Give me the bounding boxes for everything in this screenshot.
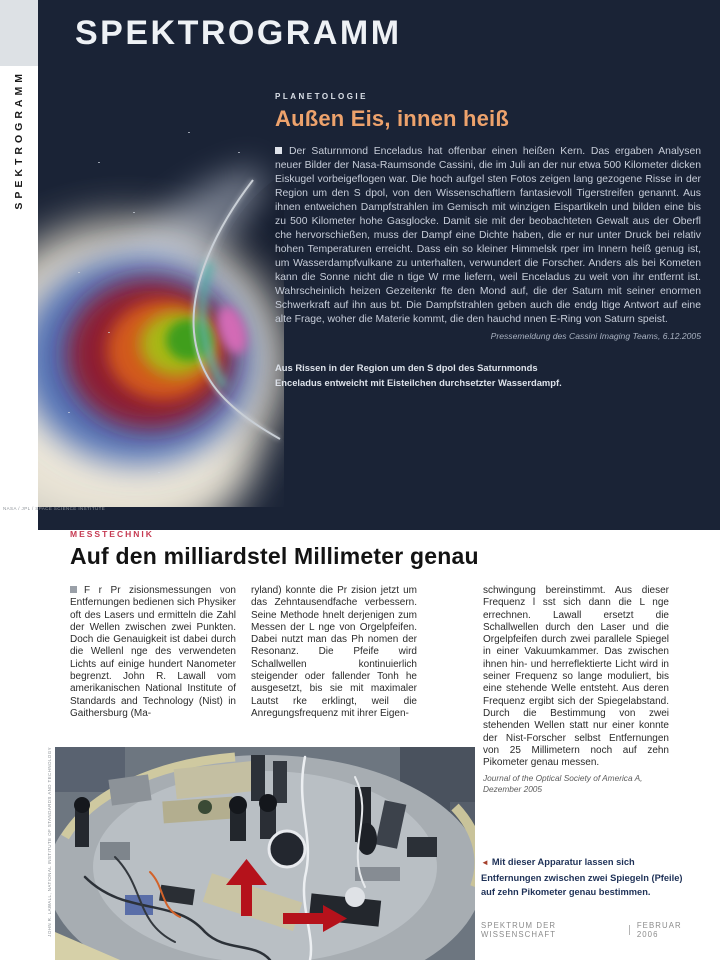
section-masthead: SPEKTROGRAMM xyxy=(75,14,402,52)
article2-col1-text: F r Pr zisionsmessungen von Entfernungen bedienen sich Physiker oft des Lasers und ermitteln die Zahl der Wellen zwischen zwei Punkten. Doch die Genauigkeit ist dabei durch die Wellenl nge des verwendeten Lichts auf einige hundert Nanometer begrenzt. John R. Lawall vom amerikanischen National Institute of Standards and Technology (Nist) in Gaithersburg (Ma- xyxy=(70,585,236,719)
footer-divider xyxy=(629,925,630,935)
article1-kicker: PLANETOLOGIE xyxy=(275,92,368,101)
article2-col2-text: ryland) konnte die Pr zision jetzt um das Zehntausendfache verbessern. Seine Methode hnelt derjenigen zum Messen der L nge von Orgelpfeifen. Dabei nutzt man das Ph nomen der Resonanz. Die Pfeife wird Schallwellen kontinuierlich steigender oder fallender Tonh he ausgesetzt, bis sie mit maximaler Lautst rke erklingt, weil die Anregungsfrequenz mit ihrer Eigen- xyxy=(251,585,417,719)
article2-column-2 xyxy=(251,585,417,720)
footer-magazine-name: SPEKTRUM DER WISSENSCHAFT xyxy=(481,921,557,939)
lab-apparatus-illustration xyxy=(55,747,475,960)
bullet-square-icon xyxy=(275,147,282,154)
article1-body-text: Der Saturnmond Enceladus hat offenbar einen heißen Kern. Das ergaben Analysen neuer Bilder der Nasa-Raumsonde Cassini, die im Juli an der nur etwa 500 Kilometer dicken Eiskugel vorbeigeflogen war. Die hoch aufgel sten Fotos zeigen lang gezogene Risse in der Region um den S dpol, von den Wissenschaftlern fantasievoll Tigerstreifen genannt. Aus ihnen entweichen Dampfstrahlen im Gemisch mit winzigen Eispartikeln und bilden eine bis zu 500 Kilometer hohe Gasglocke. Damit sie mit der beobachteten Gewalt aus der Oberfl che hervorschießen, muss der Dampf eine Dichte haben, die er nur unter Druck bei relativ hohen Temperaturen erreicht. Dass ein so kleiner Himmelsk rper im Innern heiß genug ist, um Wasserdampfvulkane zu unterhalten, verwundert die Forscher. Anders als bei Kometen kann die Sonne nicht die n tige W rme liefern, weil Enceladus zu weit von ihr entfernt ist. Wahrscheinlich heizen Gezeitenkr fte den Mond auf, die der Saturn mit seiner enormen Schwerkraft auf ihn aus bt. Die Dampfstrahlen geben auch die endg ltige Antwort auf eine alte Frage, woher die Materie kommt, die den hauchd nnen E-Ring von Saturn speist. xyxy=(275,146,701,325)
lab-apparatus-photo xyxy=(55,747,475,960)
article1-image-credit: NASA / JPL / SPACE SCIENCE INSTITUTE xyxy=(3,506,106,511)
bullet-square-icon xyxy=(70,586,77,593)
article2-photo-caption xyxy=(481,855,689,900)
article2-photo-credit: JOHN R. LAWALL, NATIONAL INSTITUTE OF STANDARDS AND TECHNOLOGY xyxy=(46,747,52,937)
article2-kicker: MESSTECHNIK xyxy=(70,529,154,539)
article2-caption-text: Mit dieser Apparatur lassen sich Entfernungen zwischen zwei Spiegeln (Pfeile) auf zehn Pikometer genau bestimmen. xyxy=(481,857,683,897)
article1-headline: Außen Eis, innen heiß xyxy=(275,106,509,131)
article2-source: Journal of the Optical Society of America A, Dezember 2005 xyxy=(483,773,643,794)
side-rail-label: SPEKTROGRAMM xyxy=(13,70,25,210)
photo-credit-rail xyxy=(44,747,54,960)
article1-body xyxy=(275,145,701,327)
enceladus-crescent-illustration xyxy=(38,92,284,507)
article1-image-caption: Aus Rissen in der Region um den S dpol des Saturnmonds Enceladus entweicht mit Eisteilchen durchsetzter Wasserdampf. xyxy=(275,362,562,388)
article-planetologie xyxy=(275,92,701,341)
enceladus-plume-image xyxy=(38,92,284,507)
page-edge-tab xyxy=(0,0,38,66)
caption-left-arrow-icon: ◄ xyxy=(481,858,489,867)
article2-column-3 xyxy=(483,585,669,794)
side-rail xyxy=(0,70,38,245)
article2-headline: Auf den milliardstel Millimeter genau xyxy=(70,543,479,569)
feature-section xyxy=(38,0,720,530)
page-footer xyxy=(481,921,701,939)
article1-source: Pressemeldung des Cassini Imaging Teams, 6.12.2005 xyxy=(490,331,701,341)
footer-issue: FEBRUAR 2006 xyxy=(636,921,682,939)
article2-col3-text: schwingung bereinstimmt. Aus dieser Frequenz l sst sich dann die L nge errechnen. Lawall ersetzt die Schallwellen durch den Laser und die Orgelpfeifen durch zwei parallele Spiegel in einer Vakuumkammer. Das zwischen ihnen hin- und herreflektierte Licht wird in seiner Frequenz so lange moduliert, bis eine stehende Welle entsteht. Aus deren Frequenz ergibt sich der Spiegelabstand. Durch die Bestimmung von zwei stehenden Wellen statt nur einer konnte der Nist-Forscher selbst Entfernungen von 25 Millimetern noch auf zehn Pikometer genau messen. xyxy=(483,585,669,769)
article-messtechnik-header xyxy=(70,529,670,570)
article2-column-1 xyxy=(70,585,236,720)
